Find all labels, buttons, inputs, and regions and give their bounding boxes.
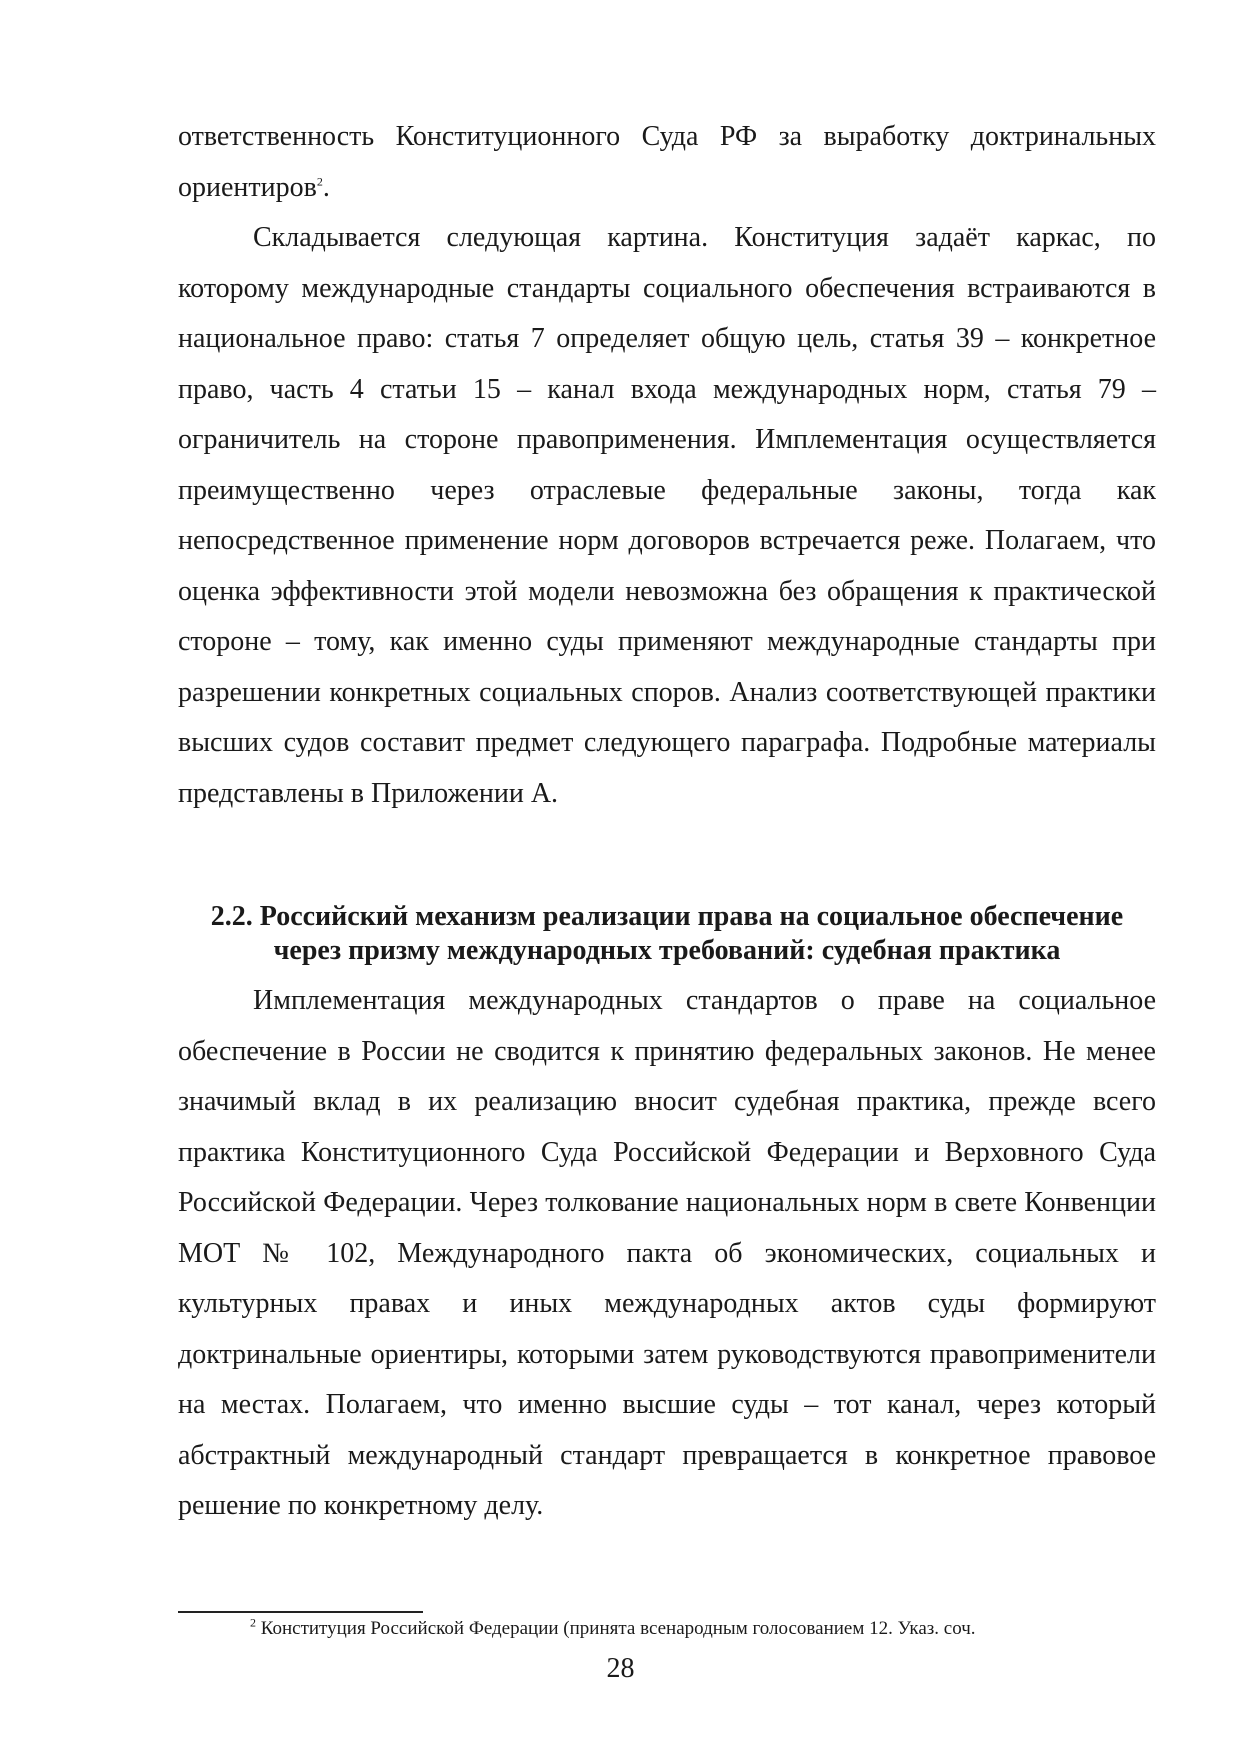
footnote-marker: 2 xyxy=(250,1615,256,1630)
section-heading xyxy=(178,900,1156,968)
footnote-separator xyxy=(178,1611,423,1613)
paragraph-continuation-end: . xyxy=(322,171,330,203)
paragraph-continuation-text: ответственность Конституционного Суда РФ за выработку доктринальных ориентиров xyxy=(178,121,1156,203)
footnote-text: Конституция Российской Федерации (принята всенародным голосованием 12. Указ. соч. xyxy=(256,1618,976,1639)
paragraph-summary: Складывается следующая картина. Конституция задаёт каркас, по которому международные стандарты социального обеспечения встраиваются в национальное право: статья 7 определяет общую цель, статья 39 – конкретное право, часть 4 статьи 15 – канал входа международных норм, статья 79 – ограничитель на стороне правоприменения. Имплементация осуществляется преимущественно через отраслевые федеральные законы, тогда как непосредственное применение норм договоров встречается реже. Полагаем, что оценка эффективности этой модели невозможна без обращения к практической стороне – тому, как именно суды применяют международные стандарты при разрешении конкретных социальных споров. Анализ соответствующей практики высших судов составит предмет следующего параграфа. Подробные материалы представлены в Приложении А. xyxy=(178,222,1156,809)
section-heading-line-1: 2.2. Российский механизм реализации права на социальное обеспечение xyxy=(210,901,1124,932)
paragraph-section: Имплементация международных стандартов о праве на социальное обеспечение в России не сводится к принятию федеральных законов. Не менее значимый вклад в их реализацию вносит судебная практика, прежде всего практика Конституционного Суда Российской Федерации и Верховного Суда Российской Федерации. Через толкование национальных норм в свете Конвенции МОТ № 102, Международного пакта об экономических, социальных и культурных правах и иных международных актов суды формируют доктринальные ориентиры, которыми затем руководствуются правоприменители на местах. Полагаем, что именно высшие суды – тот канал, через который абстрактный международный стандарт превращается в конкретное правовое решение по конкретному делу. xyxy=(178,985,1156,1521)
page-number: 28 xyxy=(606,1653,635,1684)
section-heading-line-2: через призму международных требований: судебная практика xyxy=(273,935,1061,966)
paragraph-continuation xyxy=(178,112,1156,213)
footnote xyxy=(250,1616,1150,1642)
footnote-reference: 2 xyxy=(316,174,323,189)
